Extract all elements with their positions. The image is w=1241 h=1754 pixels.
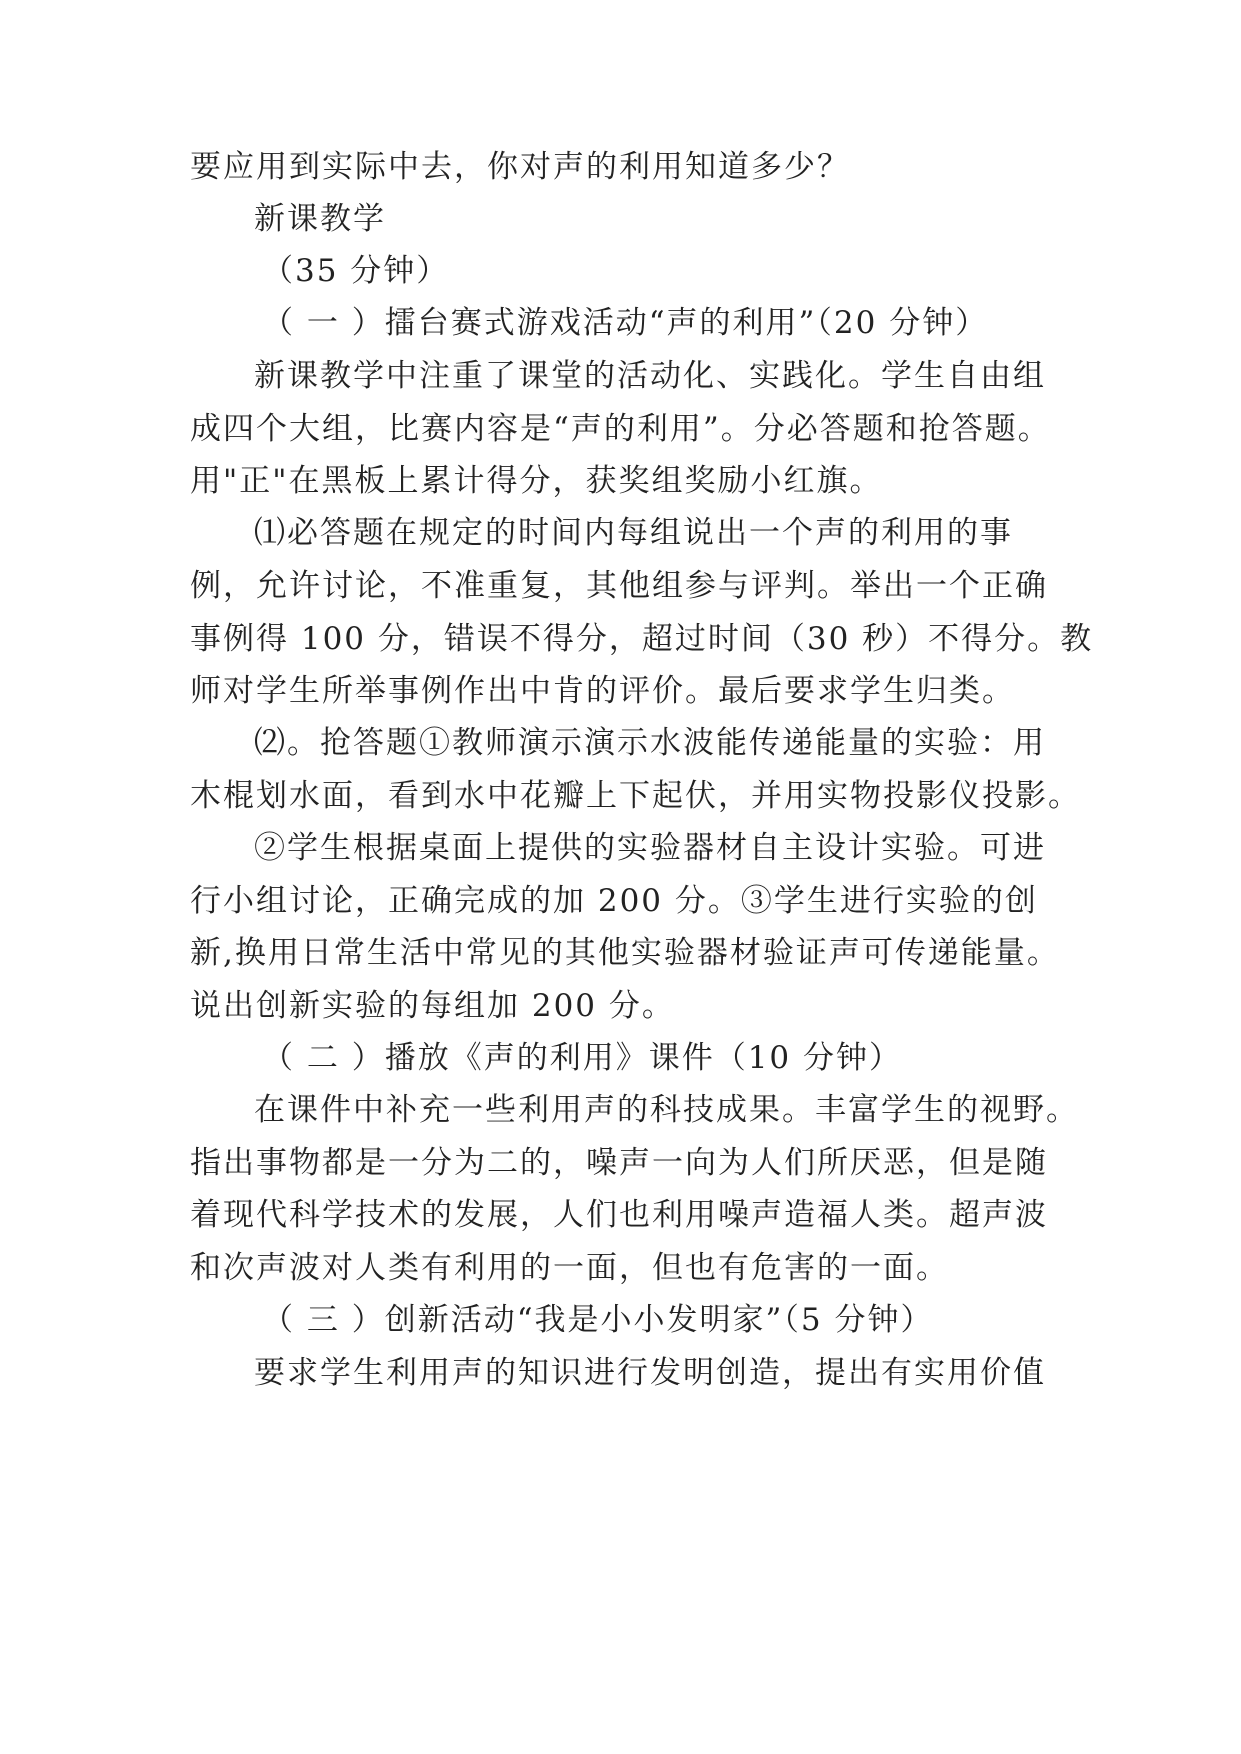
text-line: 新,换用日常生活中常见的其他实验器材验证声可传递能量。 bbox=[190, 935, 1060, 971]
text-line: 指出事物都是一分为二的，噪声一向为人们所厌恶，但是随 bbox=[190, 1145, 1048, 1181]
text-line: 事例得 100 分，错误不得分，超过时间（30 秒）不得分。教 bbox=[190, 621, 1094, 657]
text-line: ②学生根据桌面上提供的实验器材自主设计实验。可进 bbox=[254, 830, 1046, 866]
subsection-heading: （ 二 ）播放《声的利用》课件（10 分钟） bbox=[262, 1040, 903, 1076]
subsection-heading: （ 一 ）擂台赛式游戏活动“声的利用”（20 分钟） bbox=[262, 305, 989, 341]
text-line: 行小组讨论，正确完成的加 200 分。③学生进行实验的创 bbox=[190, 883, 1038, 919]
text-line: 师对学生所举事例作出中肯的评价。最后要求学生归类。 bbox=[190, 673, 1015, 709]
text-line: 用"正"在黑板上累计得分，获奖组奖励小红旗。 bbox=[190, 463, 883, 499]
text-line: 成四个大组，比赛内容是“声的利用”。分必答题和抢答题。 bbox=[190, 411, 1051, 447]
text-line: ⑵。抢答题①教师演示演示水波能传递能量的实验：用 bbox=[254, 725, 1046, 761]
text-line: 新课教学中注重了课堂的活动化、实践化。学生自由组 bbox=[254, 358, 1046, 394]
text-line: ⑴必答题在规定的时间内每组说出一个声的利用的事 bbox=[254, 515, 1013, 551]
text-line: 例，允许讨论，不准重复，其他组参与评判。举出一个正确 bbox=[190, 568, 1048, 604]
text-line: 要应用到实际中去，你对声的利用知道多少？ bbox=[190, 149, 850, 185]
text-line: 要求学生利用声的知识进行发明创造，提出有实用价值 bbox=[254, 1355, 1046, 1391]
text-line: 着现代科学技术的发展，人们也利用噪声造福人类。超声波 bbox=[190, 1197, 1048, 1233]
section-duration: （35 分钟） bbox=[262, 253, 450, 289]
text-line: 木棍划水面，看到水中花瓣上下起伏，并用实物投影仪投影。 bbox=[190, 778, 1081, 814]
text-line: 在课件中补充一些利用声的科技成果。丰富学生的视野。 bbox=[254, 1092, 1079, 1128]
subsection-heading: （ 三 ）创新活动“我是小小发明家”（5 分钟） bbox=[262, 1302, 934, 1338]
section-heading: 新课教学 bbox=[254, 201, 386, 237]
text-line: 和次声波对人类有利用的一面，但也有危害的一面。 bbox=[190, 1250, 949, 1286]
text-line: 说出创新实验的每组加 200 分。 bbox=[190, 988, 675, 1024]
